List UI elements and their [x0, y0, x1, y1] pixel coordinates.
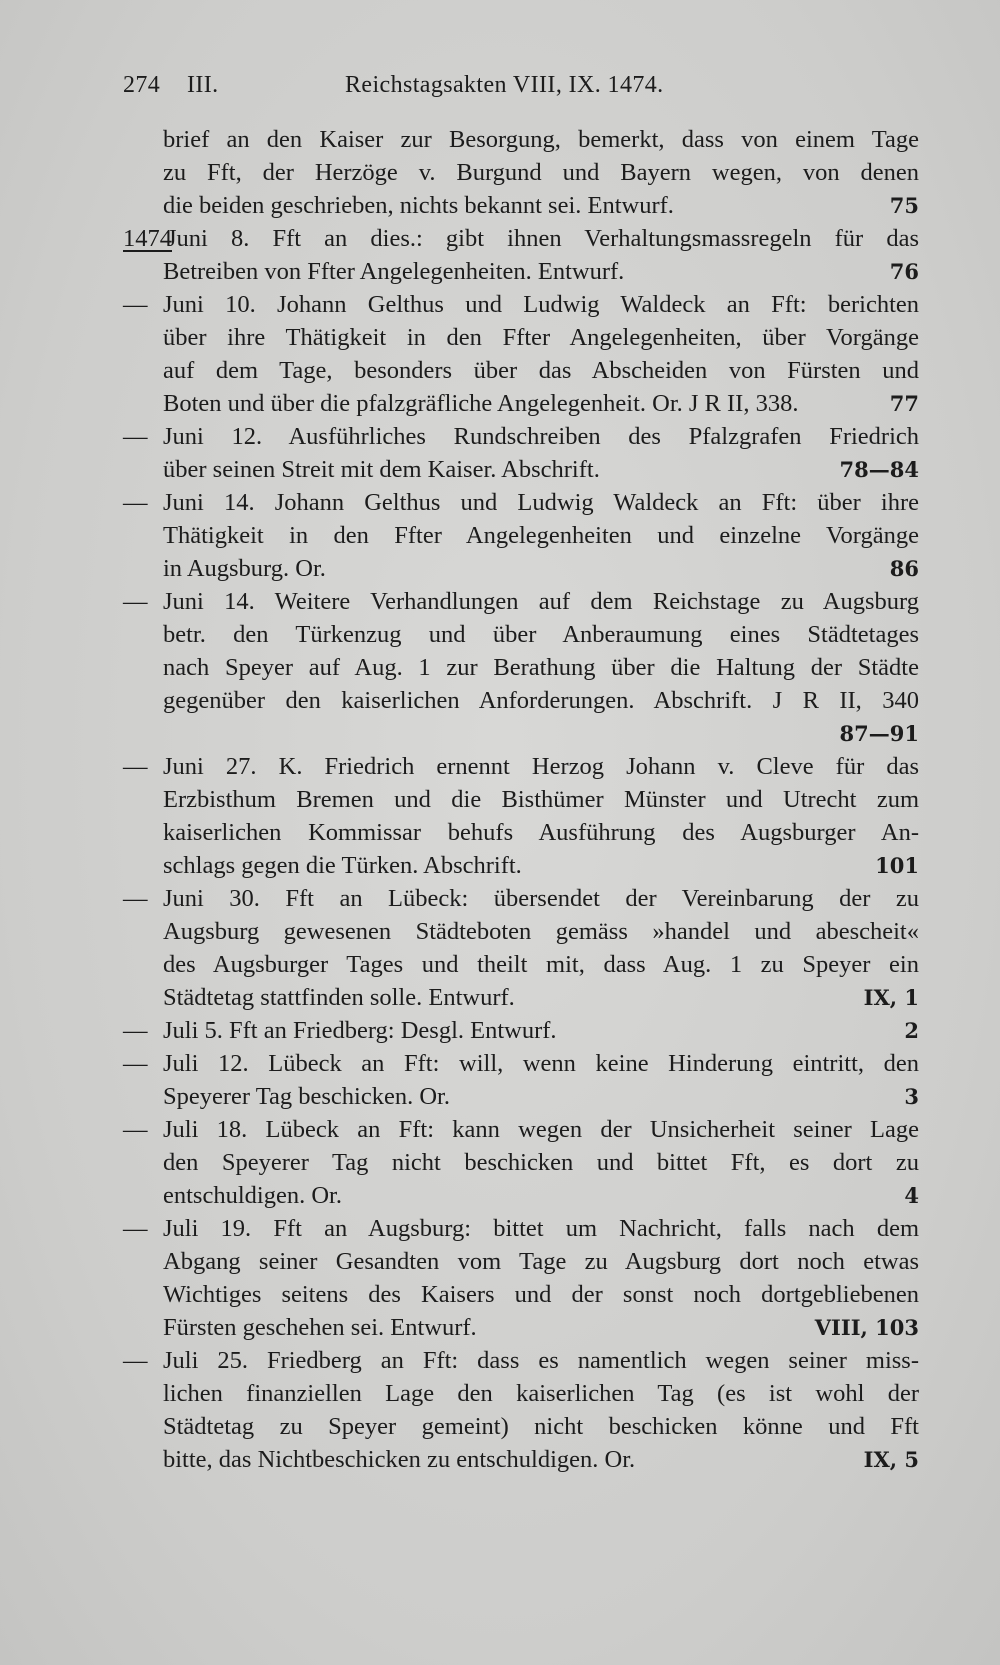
- text-line: [123, 354, 919, 387]
- line-text: Juni 14. Johann Gelthus und Ludwig Waldeck an Fft: über ihre: [163, 489, 919, 516]
- document-reference-number: 86: [889, 556, 919, 581]
- document-reference-number: 75: [889, 193, 919, 218]
- text-line: [123, 1377, 919, 1410]
- text-line: [123, 849, 919, 882]
- line-text: nach Speyer auf Aug. 1 zur Berathung über die Haltung der Städte: [163, 654, 919, 681]
- line-text: Abgang seiner Gesandten vom Tage zu Augsburg dort noch etwas: [163, 1248, 919, 1275]
- text-line: [123, 1080, 919, 1113]
- text-line: [123, 486, 919, 519]
- line-text: betr. den Türkenzug und über Anberaumung eines Städtetages: [163, 621, 919, 648]
- text-line: [123, 915, 919, 948]
- entry-dash: —: [123, 1215, 148, 1242]
- text-line: [123, 1245, 919, 1278]
- line-text: Juni 30. Fft an Lübeck: übersendet der Vereinbarung der zu: [163, 885, 919, 912]
- text-line: [123, 1443, 919, 1476]
- text-line: [123, 453, 919, 486]
- line-text: Betreiben von Ffter Angelegenheiten. Entwurf.: [163, 258, 625, 285]
- line-text: kaiserlichen Kommissar behufs Ausführung des Augsburger An-: [163, 819, 919, 846]
- line-text: Juli 19. Fft an Augsburg: bittet um Nachricht, falls nach dem: [163, 1215, 919, 1242]
- text-line: [123, 1014, 919, 1047]
- line-text: gegenüber den kaiserlichen Anforderungen. Abschrift. J R II, 340: [163, 687, 919, 714]
- line-text: Juli 18. Lübeck an Fft: kann wegen der Unsicherheit seiner Lage: [163, 1116, 919, 1143]
- text-line: [123, 387, 919, 420]
- line-text: Juni 10. Johann Gelthus und Ludwig Waldeck an Fft: berichten: [163, 291, 919, 318]
- text-line: [123, 123, 919, 156]
- document-reference-number: 77: [889, 391, 919, 416]
- text-line: [123, 651, 919, 684]
- line-text: Augsburg gewesenen Städteboten gemäss »handel und abescheit«: [163, 918, 919, 945]
- line-text: Juni 27. K. Friedrich ernennt Herzog Johann v. Cleve für das: [163, 753, 919, 780]
- document-reference-number: IX, 5: [863, 1447, 919, 1472]
- document-reference-number: 78—84: [839, 457, 919, 482]
- text-line: [123, 618, 919, 651]
- line-text: Juni 12. Ausführliches Rundschreiben des Pfalzgrafen Friedrich: [163, 423, 919, 450]
- line-text: Juli 12. Lübeck an Fft: will, wenn keine Hinderung eintritt, den: [163, 1050, 919, 1077]
- line-text: zu Fft, der Herzöge v. Burgund und Bayern wegen, von denen: [163, 159, 919, 186]
- text-line: [123, 552, 919, 585]
- text-line: [123, 1146, 919, 1179]
- line-text: auf dem Tage, besonders über das Abscheiden von Fürsten und: [163, 357, 919, 384]
- line-text: entschuldigen. Or.: [163, 1182, 342, 1209]
- year-marker: 1474: [123, 225, 172, 252]
- document-reference-number: 2: [904, 1018, 919, 1043]
- header-title: Reichstagsakten VIII, IX. 1474.: [345, 72, 664, 98]
- text-line: [123, 1113, 919, 1146]
- line-text: Speyerer Tag beschicken. Or.: [163, 1083, 450, 1110]
- text-line: [123, 321, 919, 354]
- page-number: 274: [123, 72, 161, 98]
- text-line: [123, 1278, 919, 1311]
- line-text: den Speyerer Tag nicht beschicken und bittet Fft, es dort zu: [163, 1149, 919, 1176]
- entry-dash: —: [123, 1116, 148, 1143]
- text-line: [123, 981, 919, 1014]
- document-reference-number: 101: [875, 853, 919, 878]
- line-text: in Augsburg. Or.: [163, 555, 326, 582]
- line-text: Städtetag zu Speyer gemeint) nicht beschicken könne und Fft: [163, 1413, 919, 1440]
- line-text: Boten und über die pfalzgräfliche Angelegenheit. Or. J R II, 338.: [163, 390, 799, 417]
- text-line: [123, 1311, 919, 1344]
- text-line: [123, 1212, 919, 1245]
- text-line: [123, 1179, 919, 1212]
- text-line: [123, 750, 919, 783]
- text-line: [123, 717, 919, 750]
- line-text: Juli 25. Friedberg an Fft: dass es namentlich wegen seiner miss-: [163, 1347, 919, 1374]
- document-reference-number: 3: [904, 1084, 919, 1109]
- text-line: [123, 420, 919, 453]
- line-text: Thätigkeit in den Ffter Angelegenheiten und einzelne Vorgänge: [163, 522, 919, 549]
- document-reference-number: IX, 1: [863, 985, 919, 1010]
- line-text: Juli 5. Fft an Friedberg: Desgl. Entwurf.: [163, 1017, 557, 1044]
- text-line: [123, 189, 919, 222]
- line-text: über seinen Streit mit dem Kaiser. Abschrift.: [163, 456, 600, 483]
- line-text: über ihre Thätigkeit in den Ffter Angelegenheiten, über Vorgänge: [163, 324, 919, 351]
- entry-dash: —: [123, 1050, 148, 1077]
- entry-dash: —: [123, 1017, 148, 1044]
- entry-dash: —: [123, 423, 148, 450]
- text-line: [123, 222, 919, 255]
- text-line: [123, 519, 919, 552]
- line-text: lichen finanziellen Lage den kaiserlichen Tag (es ist wohl der: [163, 1380, 919, 1407]
- text-line: [123, 1344, 919, 1377]
- line-text: bitte, das Nichtbeschicken zu entschuldigen. Or.: [163, 1446, 636, 1473]
- entry-dash: —: [123, 1347, 148, 1374]
- document-reference-number: VIII, 103: [814, 1315, 919, 1340]
- entry-dash: —: [123, 588, 148, 615]
- line-text: Erzbisthum Bremen und die Bisthümer Münster und Utrecht zum: [163, 786, 919, 813]
- text-line: [123, 783, 919, 816]
- entry-dash: —: [123, 885, 148, 912]
- document-body: [123, 123, 919, 1476]
- section-number: III.: [187, 72, 219, 98]
- text-line: [123, 585, 919, 618]
- text-line: [123, 948, 919, 981]
- entry-dash: —: [123, 291, 148, 318]
- line-text: Juni 8. Fft an dies.: gibt ihnen Verhaltungsmassregeln für das: [167, 225, 919, 252]
- line-text: schlags gegen die Türken. Abschrift.: [163, 852, 522, 879]
- line-text: des Augsburger Tages und theilt mit, dass Aug. 1 zu Speyer ein: [163, 951, 919, 978]
- text-line: [123, 255, 919, 288]
- text-line: [123, 816, 919, 849]
- text-line: [123, 288, 919, 321]
- text-line: [123, 1047, 919, 1080]
- line-text: Juni 14. Weitere Verhandlungen auf dem Reichstage zu Augsburg: [163, 588, 919, 615]
- line-text: Wichtiges seitens des Kaisers und der sonst noch dortgebliebenen: [163, 1281, 919, 1308]
- line-text: Fürsten geschehen sei. Entwurf.: [163, 1314, 477, 1341]
- document-reference-number: 76: [889, 259, 919, 284]
- line-text: brief an den Kaiser zur Besorgung, bemerkt, dass von einem Tage: [163, 126, 919, 153]
- text-line: [123, 1410, 919, 1443]
- entry-dash: —: [123, 489, 148, 516]
- line-text: Städtetag stattfinden solle. Entwurf.: [163, 984, 515, 1011]
- text-line: [123, 684, 919, 717]
- text-line: [123, 156, 919, 189]
- document-reference-number: 87—91: [839, 721, 919, 746]
- line-text: die beiden geschrieben, nichts bekannt sei. Entwurf.: [163, 192, 674, 219]
- entry-dash: —: [123, 753, 148, 780]
- text-line: [123, 882, 919, 915]
- document-reference-number: 4: [904, 1183, 919, 1208]
